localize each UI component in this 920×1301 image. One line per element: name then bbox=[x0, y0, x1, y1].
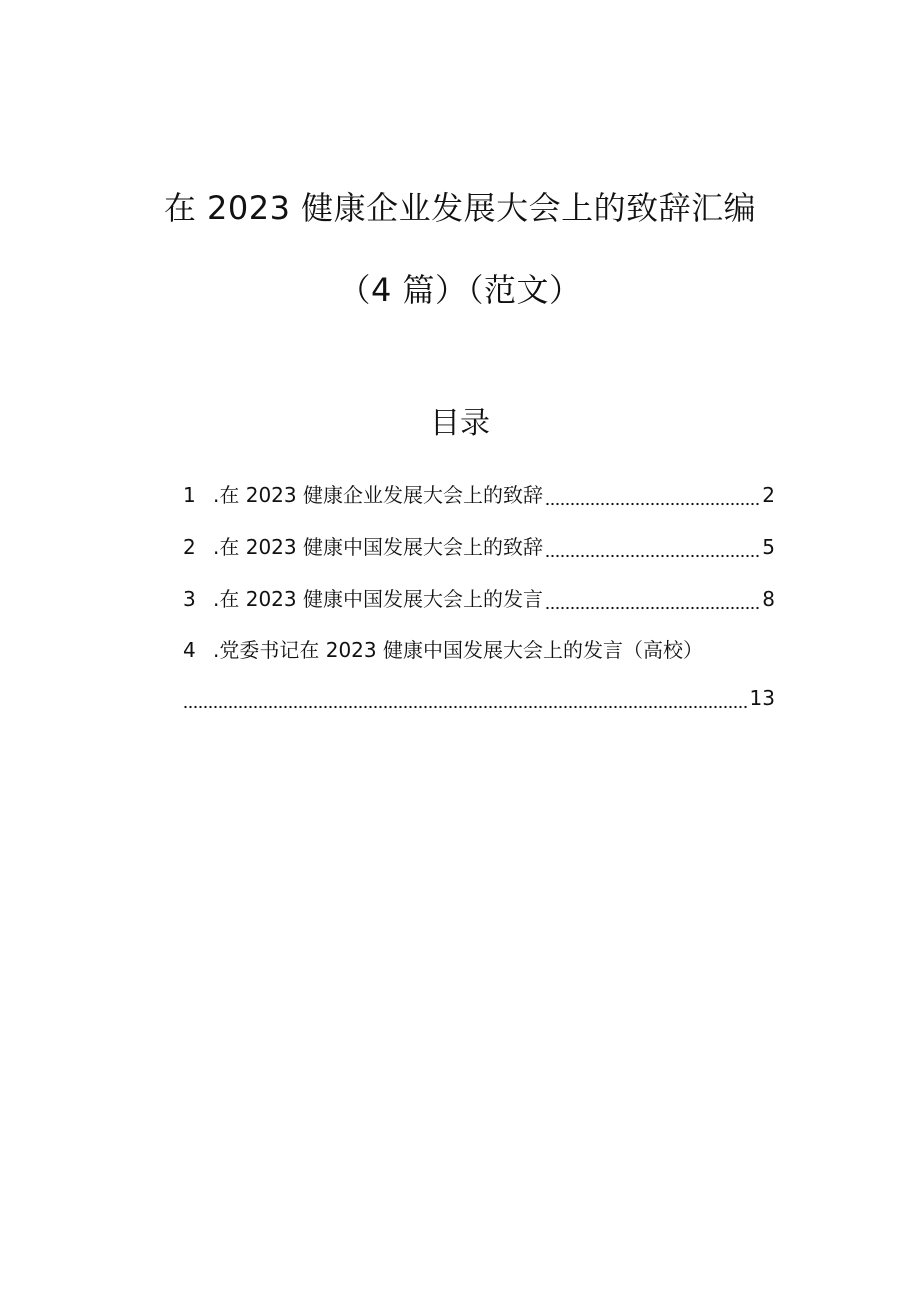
toc-entry-text: .党委书记在 2023 健康中国发展大会上的发言（高校） bbox=[213, 638, 703, 662]
document-title-line-2: （4 篇）（范文） bbox=[338, 271, 582, 309]
toc-entry-number: 4 bbox=[183, 638, 196, 662]
toc-entry-number: 1 bbox=[183, 483, 196, 507]
toc-entry-page: 5 bbox=[762, 535, 775, 559]
toc-dot-leader bbox=[545, 585, 760, 613]
toc-entry-page: 2 bbox=[762, 483, 775, 507]
toc-entry-number: 2 bbox=[183, 535, 196, 559]
toc-entry-number: 3 bbox=[183, 587, 196, 611]
toc-entry-4[interactable] bbox=[183, 636, 775, 664]
toc-entry-2[interactable] bbox=[183, 533, 775, 561]
toc-dot-leader bbox=[545, 481, 760, 509]
toc-dot-leader bbox=[545, 533, 760, 561]
toc-entry-text: .在 2023 健康企业发展大会上的致辞 bbox=[213, 483, 543, 507]
toc-entry-1[interactable] bbox=[183, 481, 775, 509]
toc-entry-page: 13 bbox=[749, 686, 775, 710]
toc-entry-page: 8 bbox=[762, 587, 775, 611]
toc-entry-4-continuation[interactable] bbox=[183, 684, 775, 712]
toc-entry-text: .在 2023 健康中国发展大会上的致辞 bbox=[213, 535, 543, 559]
toc-heading: 目录 bbox=[430, 406, 490, 441]
toc-entry-text: .在 2023 健康中国发展大会上的发言 bbox=[213, 587, 543, 611]
document-title-line-1: 在 2023 健康企业发展大会上的致辞汇编 bbox=[163, 189, 757, 227]
toc-dot-leader bbox=[183, 684, 748, 712]
toc-entry-3[interactable] bbox=[183, 585, 775, 613]
